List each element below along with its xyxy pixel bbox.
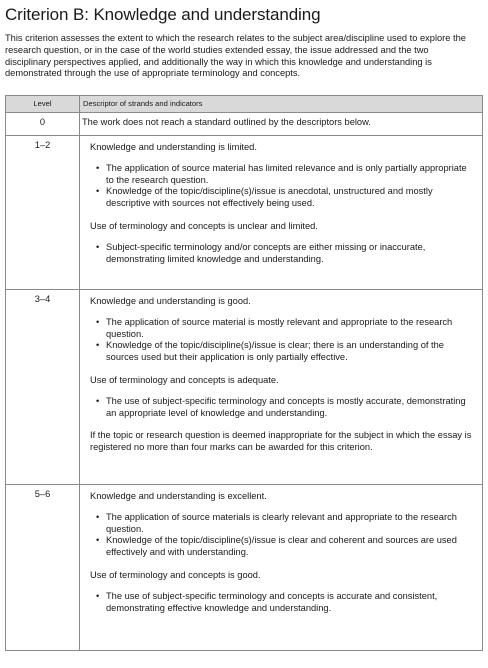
indicator-item: • The use of subject-specific terminology and concepts is mostly accurate, demonstrating an appropriate level of knowledge and understanding. (90, 396, 476, 420)
indicator-item: • The application of source materials is clearly relevant and appropriate to the research question. (90, 512, 476, 536)
indicator-list (90, 163, 476, 210)
indicator-list (90, 396, 476, 420)
strand-heading: Knowledge and understanding is good. (90, 296, 251, 306)
table-row (6, 290, 483, 485)
strand-heading: Use of terminology and concepts is good. (90, 569, 261, 580)
indicator-item: • The application of source material has limited relevance and is only partially appropriate to the research question. (90, 163, 476, 187)
page-title: Criterion B: Knowledge and understanding (5, 5, 321, 24)
descriptor-cell (80, 136, 483, 290)
descriptor-cell (80, 485, 483, 651)
descriptor-cell: The work does not reach a standard outlined by the descriptors below. (80, 113, 483, 136)
strand-heading: Use of terminology and concepts is unclear and limited. (90, 220, 318, 231)
criterion-note: If the topic or research question is deemed inappropriate for the subject in which the essay is registered no more than four marks can be awarded for this criterion. (90, 430, 472, 453)
indicator-item: • Knowledge of the topic/discipline(s)/issue is clear; there is an understanding of the sources used but their application is only partially effective. (90, 340, 476, 364)
descriptor-column-header: Descriptor of strands and indicators (80, 96, 483, 113)
indicator-item: • The application of source material is mostly relevant and appropriate to the research question. (90, 317, 476, 341)
strand-heading: Use of terminology and concepts is adequate. (90, 374, 279, 385)
table-row (6, 113, 483, 136)
table-header-row (6, 96, 483, 113)
indicator-item: • Subject-specific terminology and/or concepts are either missing or inaccurate, demonstrating limited knowledge and understanding. (90, 242, 476, 266)
criterion-table (5, 95, 483, 651)
strand-heading: Knowledge and understanding is excellent. (90, 491, 267, 501)
indicator-item: • The use of subject-specific terminology and concepts is accurate and consistent, demonstrating effective knowledge and understanding. (90, 591, 476, 615)
indicator-list (90, 512, 476, 559)
intro-paragraph: This criterion assesses the extent to which the research relates to the subject area/discipline used to explore the research question, or in the case of the world studies extended essay, the issue addressed and the two disciplinary perspectives applied, and additionally the way in which this knowledge and understanding is demonstrated through the use of appropriate terminology and concepts. (5, 33, 466, 79)
level-column-header: Level (6, 96, 80, 113)
level-cell: 5–6 (6, 485, 80, 651)
indicator-item: • Knowledge of the topic/discipline(s)/issue is anecdotal, unstructured and mostly descriptive with sources not effectively being used. (90, 186, 476, 210)
table-row (6, 136, 483, 290)
indicator-item: • Knowledge of the topic/discipline(s)/issue is clear and coherent and sources are used effectively and with understanding. (90, 535, 476, 559)
descriptor-cell (80, 290, 483, 485)
indicator-list (90, 591, 476, 615)
level-cell: 1–2 (6, 136, 80, 290)
level-cell: 3–4 (6, 290, 80, 485)
level-cell: 0 (6, 113, 80, 136)
indicator-list (90, 317, 476, 364)
table-row (6, 485, 483, 651)
document-page (5, 4, 483, 613)
indicator-list (90, 242, 476, 266)
strand-heading: Knowledge and understanding is limited. (90, 142, 257, 152)
